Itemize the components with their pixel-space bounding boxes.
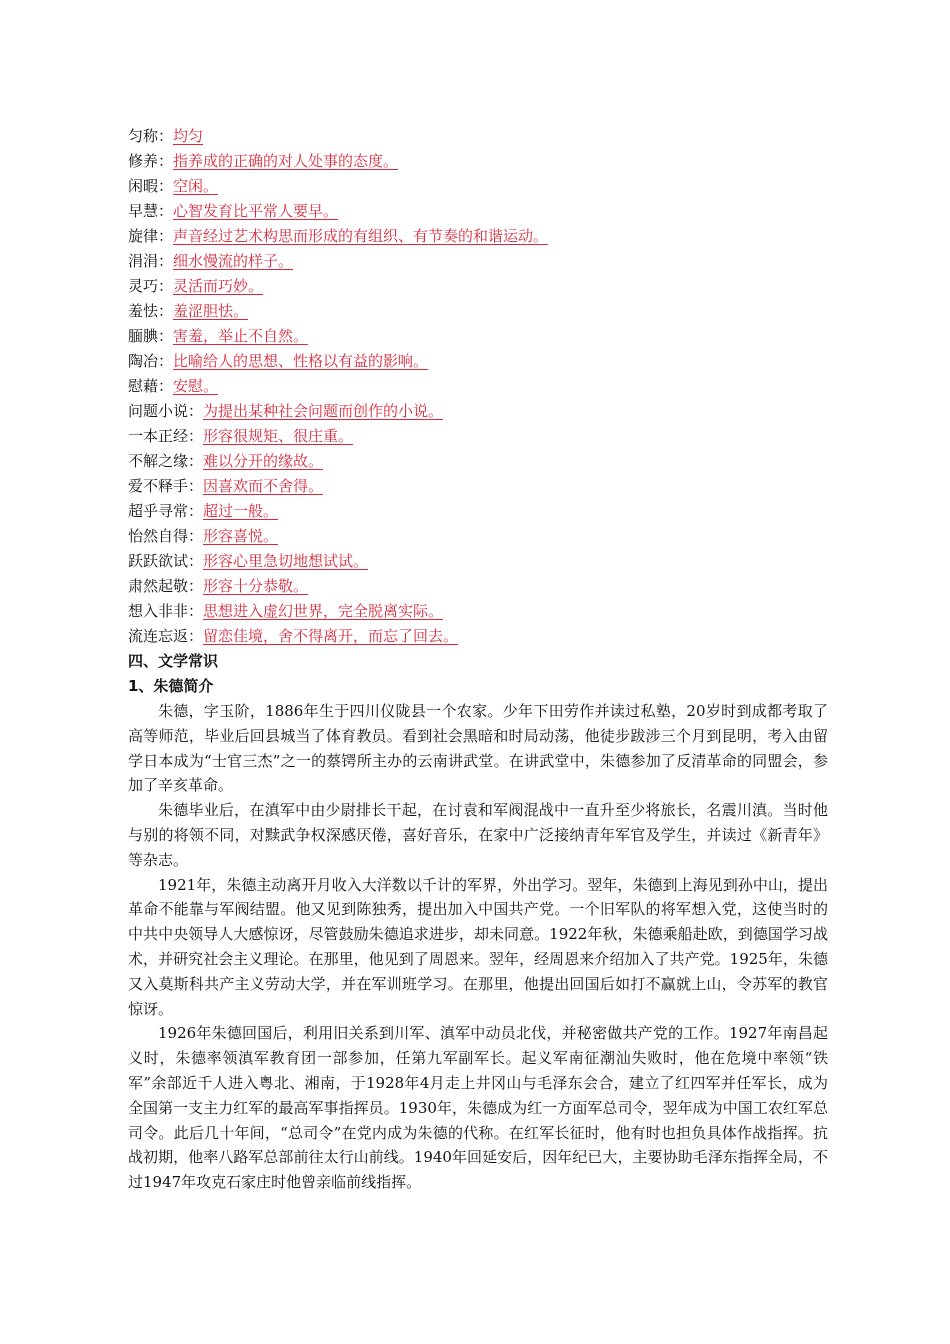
vocab-term: 想入非非：	[128, 602, 204, 620]
vocab-term: 旋律：	[128, 227, 174, 245]
vocab-item	[128, 599, 828, 624]
paragraph: 1921年，朱德主动离开月收入大洋数以千计的军界，外出学习。翌年，朱德到上海见到孙中山，提出革命不能靠与军阀结盟。他又见到陈独秀，提出加入中国共产党。一个旧军队的将军想入党，这使当时的中共中央领导人大感惊讶，尽管鼓励朱德追求进步，却未同意。1922年秋，朱德乘船赴欧，到德国学习战术，并研究社会主义理论。在那里，他见到了周恩来。翌年，经周恩来介绍加入了共产党。1925年，朱德又入莫斯科共产主义劳动大学，并在军训班学习。在那里，他提出回国后如打不赢就上山，令苏军的教官惊讶。	[128, 875, 828, 1018]
vocab-item	[128, 474, 828, 499]
vocab-item	[128, 349, 828, 374]
vocab-definition: 声音经过艺术构思而形成的有组织、有节奏的和谐运动。	[173, 227, 549, 245]
vocab-item	[128, 224, 828, 249]
vocab-term: 爱不释手：	[128, 477, 204, 495]
vocab-item	[128, 424, 828, 449]
vocab-item	[128, 449, 828, 474]
paragraph: 朱德，字玉阶，1886年生于四川仪陇县一个农家。少年下田劳作并读过私塾，20岁时到成都考取了高等师范，毕业后回县城当了体育教员。看到社会黑暗和时局动荡，他徒步跋涉三个月到昆明，考入由留学日本成为“士官三杰”之一的蔡锷所主办的云南讲武堂。在讲武堂中，朱德参加了反清革命的同盟会，参加了辛亥革命。	[128, 702, 828, 795]
vocab-item	[128, 124, 828, 149]
vocab-item	[128, 574, 828, 599]
vocab-item	[128, 174, 828, 199]
vocab-item	[128, 624, 828, 649]
paragraph: 朱德毕业后，在滇军中由少尉排长干起，在讨袁和军阀混战中一直升至少将旅长，名震川滇。当时他与别的将领不同，对黩武争权深感厌倦，喜好音乐，在家中广泛接纳青年军官及学生，并读过《新青年》等杂志。	[128, 801, 828, 869]
vocab-item	[128, 524, 828, 549]
vocab-definition: 均匀	[173, 127, 204, 145]
vocab-term: 问题小说：	[128, 402, 204, 420]
vocab-term: 涓涓：	[128, 252, 174, 270]
vocab-definition: 安慰。	[173, 377, 219, 395]
vocab-definition: 形容喜悦。	[203, 527, 279, 545]
subsection-heading: 1、朱德简介	[128, 677, 214, 695]
vocab-definition: 形容很规矩、很庄重。	[203, 427, 354, 445]
vocab-definition: 形容十分恭敬。	[203, 577, 309, 595]
vocab-item	[128, 199, 828, 224]
document-page	[128, 124, 828, 1195]
vocabulary-list	[128, 124, 828, 649]
vocab-term: 跃跃欲试：	[128, 552, 204, 570]
vocab-term: 慰藉：	[128, 377, 174, 395]
paragraph: 1926年朱德回国后，利用旧关系到川军、滇军中动员北伐，并秘密做共产党的工作。1927年南昌起义时，朱德率领滇军教育团一部参加，任第九军副军长。起义军南征潮汕失败时，他在危境中率领“铁军”余部近千人进入粤北、湘南，于1928年4月走上井冈山与毛泽东会合，建立了红四军并任军长，成为全国第一支主力红军的最高军事指挥员。1930年，朱德成为红一方面军总司令，翌年成为中国工农红军总司令。此后几十年间，“总司令”在党内成为朱德的代称。在红军长征时，他有时也担负具体作战指挥。抗战初期，他率八路军总部前往太行山前线。1940年回延安后，因年纪已大，主要协助毛泽东指挥全局，不过1947年攻克石家庄时他曾亲临前线指挥。	[128, 1024, 828, 1192]
vocab-term: 流连忘返：	[128, 627, 204, 645]
vocab-definition: 超过一般。	[203, 502, 279, 520]
vocab-item	[128, 149, 828, 174]
vocab-definition: 留恋佳境，舍不得离开，而忘了回去。	[203, 627, 459, 645]
vocab-term: 修养：	[128, 152, 174, 170]
vocab-item	[128, 549, 828, 574]
vocab-definition: 难以分开的缘故。	[203, 452, 324, 470]
vocab-definition: 羞涩胆怯。	[173, 302, 249, 320]
biography-text	[128, 699, 828, 1195]
vocab-term: 灵巧：	[128, 277, 174, 295]
vocab-term: 早慧：	[128, 202, 174, 220]
section-heading: 四、文学常识	[128, 652, 219, 670]
vocab-definition: 指养成的正确的对人处事的态度。	[173, 152, 399, 170]
vocab-term: 腼腆：	[128, 327, 174, 345]
vocab-term: 匀称：	[128, 127, 174, 145]
vocab-term: 陶冶：	[128, 352, 174, 370]
vocab-term: 羞怯：	[128, 302, 174, 320]
vocab-definition: 形容心里急切地想试试。	[203, 552, 369, 570]
vocab-term: 怡然自得：	[128, 527, 204, 545]
vocab-item	[128, 324, 828, 349]
vocab-definition: 空闲。	[173, 177, 219, 195]
vocab-item	[128, 399, 828, 424]
vocab-item	[128, 274, 828, 299]
vocab-definition: 思想进入虚幻世界，完全脱离实际。	[203, 602, 444, 620]
vocab-definition: 灵活而巧妙。	[173, 277, 264, 295]
vocab-definition: 细水慢流的样子。	[173, 252, 294, 270]
vocab-item	[128, 299, 828, 324]
vocab-definition: 比喻给人的思想、性格以有益的影响。	[173, 352, 429, 370]
vocab-term: 一本正经：	[128, 427, 204, 445]
vocab-term: 不解之缘：	[128, 452, 204, 470]
vocab-definition: 害羞，举止不自然。	[173, 327, 309, 345]
vocab-item	[128, 374, 828, 399]
vocab-item	[128, 499, 828, 524]
vocab-definition: 因喜欢而不舍得。	[203, 477, 324, 495]
vocab-item	[128, 249, 828, 274]
vocab-term: 肃然起敬：	[128, 577, 204, 595]
vocab-definition: 心智发育比平常人要早。	[173, 202, 339, 220]
vocab-term: 闲暇：	[128, 177, 174, 195]
vocab-definition: 为提出某种社会问题而创作的小说。	[203, 402, 444, 420]
vocab-term: 超乎寻常：	[128, 502, 204, 520]
